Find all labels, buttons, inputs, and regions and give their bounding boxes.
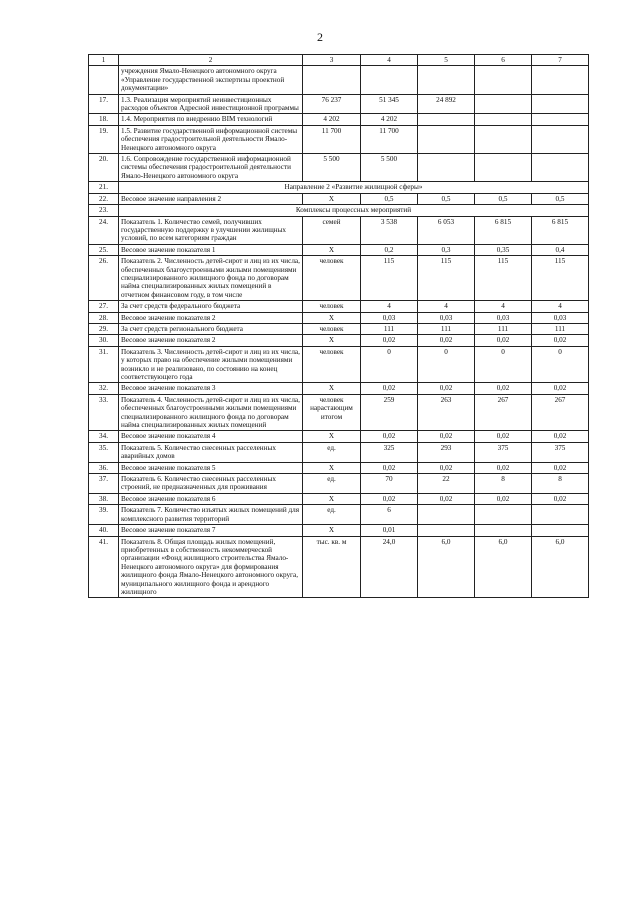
row-number: 26.: [89, 256, 119, 301]
row-number: 28.: [89, 312, 119, 323]
indicators-table: [88, 54, 589, 598]
row-label: Весовое значение показателя 3: [119, 383, 303, 394]
row-value: 0,5: [418, 193, 475, 204]
row-value: 293: [418, 442, 475, 462]
row-label: Показатель 2. Численность детей-сирот и лиц из их числа, обеспеченных благоустроенными жилыми помещениями специализированного жилищного фонда по договорам найма специализированных жилых помещений в отчетном финансовом году, в том числе: [119, 256, 303, 301]
row-value: 6 053: [418, 216, 475, 244]
row-value: X: [303, 244, 361, 255]
table-row: [89, 442, 589, 462]
row-value: человек: [303, 323, 361, 334]
row-value: 0,02: [532, 493, 589, 504]
row-value: 267: [475, 394, 532, 431]
row-value: 115: [361, 256, 418, 301]
row-value: [418, 125, 475, 153]
row-label: Весовое значение показателя 6: [119, 493, 303, 504]
row-value: 0,02: [418, 335, 475, 346]
row-number: 37.: [89, 474, 119, 494]
table-row: [89, 114, 589, 125]
row-value: человек: [303, 346, 361, 383]
row-label: 1.4. Мероприятия по внедрению BIM технологий: [119, 114, 303, 125]
row-label: 1.6. Сопровождение государственной информационной системы обеспечения градостроительной деятельности Ямало-Ненецкого автономного округа: [119, 154, 303, 182]
table-row: [89, 462, 589, 473]
row-value: 0: [418, 346, 475, 383]
row-value: 115: [532, 256, 589, 301]
row-value: ед.: [303, 505, 361, 525]
row-value: 0: [361, 346, 418, 383]
row-number: 36.: [89, 462, 119, 473]
row-value: 0,03: [361, 312, 418, 323]
row-number: 34.: [89, 431, 119, 442]
table-row: [89, 182, 589, 193]
row-number: 41.: [89, 536, 119, 598]
row-value: 6 815: [532, 216, 589, 244]
row-value: 0,02: [475, 431, 532, 442]
row-number: 38.: [89, 493, 119, 504]
table-row: [89, 205, 589, 216]
row-value: 111: [532, 323, 589, 334]
table-row: [89, 323, 589, 334]
row-number: 31.: [89, 346, 119, 383]
row-value: [303, 66, 361, 94]
row-value: семей: [303, 216, 361, 244]
section-heading: Направление 2 «Развитие жилищной сферы»: [119, 182, 589, 193]
row-number: 25.: [89, 244, 119, 255]
table-row: [89, 312, 589, 323]
row-number: 19.: [89, 125, 119, 153]
row-value: 51 345: [361, 94, 418, 114]
row-value: [418, 66, 475, 94]
header-cell: 3: [303, 55, 361, 66]
row-value: 24 892: [418, 94, 475, 114]
row-value: 6: [361, 505, 418, 525]
table-row: [89, 301, 589, 312]
row-label: Весовое значение направления 2: [119, 193, 303, 204]
table-row: [89, 394, 589, 431]
row-value: 11 700: [303, 125, 361, 153]
row-value: 111: [418, 323, 475, 334]
row-value: 0,02: [475, 493, 532, 504]
row-number: 29.: [89, 323, 119, 334]
row-label: Весовое значение показателя 7: [119, 525, 303, 536]
header-cell: 6: [475, 55, 532, 66]
row-value: 4 202: [303, 114, 361, 125]
row-value: 6,0: [418, 536, 475, 598]
header-cell: 4: [361, 55, 418, 66]
row-value: 6,0: [532, 536, 589, 598]
row-number: 24.: [89, 216, 119, 244]
row-value: 4: [475, 301, 532, 312]
table-row: [89, 493, 589, 504]
row-value: 3 538: [361, 216, 418, 244]
row-value: X: [303, 193, 361, 204]
row-value: X: [303, 525, 361, 536]
row-value: 0,02: [532, 335, 589, 346]
row-value: [475, 66, 532, 94]
row-value: X: [303, 383, 361, 394]
row-value: [475, 114, 532, 125]
row-value: [418, 114, 475, 125]
table-row: [89, 66, 589, 94]
row-value: 0,02: [418, 431, 475, 442]
row-value: человек нарастающим итогом: [303, 394, 361, 431]
row-value: 375: [532, 442, 589, 462]
row-value: 0,02: [418, 462, 475, 473]
header-cell: 5: [418, 55, 475, 66]
row-value: 0,02: [475, 462, 532, 473]
row-value: 0,03: [532, 312, 589, 323]
row-value: X: [303, 462, 361, 473]
row-value: [418, 154, 475, 182]
row-value: 5 500: [303, 154, 361, 182]
row-value: [475, 125, 532, 153]
table-row: [89, 193, 589, 204]
row-value: 4: [418, 301, 475, 312]
row-label: Весовое значение показателя 4: [119, 431, 303, 442]
row-value: [532, 66, 589, 94]
row-value: 8: [532, 474, 589, 494]
row-label: Показатель 6. Количество снесенных расселенных строений, не предназначенных для проживания: [119, 474, 303, 494]
row-value: 0,2: [361, 244, 418, 255]
row-value: 267: [532, 394, 589, 431]
row-label: 1.3. Реализация мероприятий неинвестиционных расходов объектов Адресной инвестиционной программы: [119, 94, 303, 114]
row-number: 20.: [89, 154, 119, 182]
row-value: 0,02: [532, 383, 589, 394]
row-label: За счет средств федерального бюджета: [119, 301, 303, 312]
row-value: человек: [303, 301, 361, 312]
row-value: [532, 154, 589, 182]
row-label: Показатель 7. Количество изъятых жилых помещений для комплексного развития территорий: [119, 505, 303, 525]
row-value: 0,02: [532, 431, 589, 442]
row-value: 0,02: [532, 462, 589, 473]
row-value: ед.: [303, 442, 361, 462]
row-label: учреждения Ямало-Ненецкого автономного округа «Управление государственной экспертизы проектной документации»: [119, 66, 303, 94]
row-number: 33.: [89, 394, 119, 431]
row-value: 0,02: [418, 383, 475, 394]
row-value: 0: [475, 346, 532, 383]
row-value: ед.: [303, 474, 361, 494]
row-value: 0,5: [475, 193, 532, 204]
row-number: 32.: [89, 383, 119, 394]
table-row: [89, 505, 589, 525]
row-value: 22: [418, 474, 475, 494]
row-value: X: [303, 431, 361, 442]
row-value: 0,02: [361, 335, 418, 346]
row-value: [475, 505, 532, 525]
row-value: X: [303, 493, 361, 504]
table-row: [89, 431, 589, 442]
row-value: 8: [475, 474, 532, 494]
row-value: [475, 94, 532, 114]
row-value: [532, 525, 589, 536]
row-label: За счет средств регионального бюджета: [119, 323, 303, 334]
row-number: 17.: [89, 94, 119, 114]
row-label: Показатель 3. Численность детей-сирот и лиц из их числа, у которых право на обеспечение жилыми помещениями возникло и не реализовано, по состоянию на конец соответствующего года: [119, 346, 303, 383]
row-value: 115: [418, 256, 475, 301]
row-value: 0,02: [475, 383, 532, 394]
table-row: [89, 244, 589, 255]
row-value: 11 700: [361, 125, 418, 153]
row-value: [418, 525, 475, 536]
row-label: Весовое значение показателя 2: [119, 335, 303, 346]
header-cell: 1: [89, 55, 119, 66]
row-label: Показатель 4. Численность детей-сирот и лиц из их числа, обеспеченных благоустроенными жилыми помещениями специализированного жилищного фонда по договорам найма специализированных жилых помещений: [119, 394, 303, 431]
row-value: [532, 114, 589, 125]
row-number: 18.: [89, 114, 119, 125]
table-row: [89, 383, 589, 394]
table-row: [89, 154, 589, 182]
row-value: 0,02: [475, 335, 532, 346]
row-value: 0,5: [361, 193, 418, 204]
row-value: 0,03: [418, 312, 475, 323]
row-value: 0,5: [532, 193, 589, 204]
row-value: 4 202: [361, 114, 418, 125]
row-number: 39.: [89, 505, 119, 525]
row-value: [532, 125, 589, 153]
row-value: 0,02: [418, 493, 475, 504]
row-value: 4: [532, 301, 589, 312]
row-value: 375: [475, 442, 532, 462]
row-value: 0,3: [418, 244, 475, 255]
table-row: [89, 216, 589, 244]
row-value: 6,0: [475, 536, 532, 598]
row-value: 259: [361, 394, 418, 431]
row-number: 30.: [89, 335, 119, 346]
row-value: 111: [361, 323, 418, 334]
row-number: 21.: [89, 182, 119, 193]
row-value: 0,02: [361, 462, 418, 473]
table-row: [89, 536, 589, 598]
row-number: 22.: [89, 193, 119, 204]
row-value: 76 237: [303, 94, 361, 114]
table-row: [89, 125, 589, 153]
row-value: [475, 525, 532, 536]
row-label: Весовое значение показателя 1: [119, 244, 303, 255]
row-value: 263: [418, 394, 475, 431]
row-value: 0: [532, 346, 589, 383]
table-row: [89, 94, 589, 114]
row-value: [418, 505, 475, 525]
row-value: 0,02: [361, 493, 418, 504]
row-label: Весовое значение показателя 2: [119, 312, 303, 323]
row-value: 24,0: [361, 536, 418, 598]
row-value: 0,35: [475, 244, 532, 255]
row-value: X: [303, 312, 361, 323]
row-number: 40.: [89, 525, 119, 536]
table-header-row: [89, 55, 589, 66]
table-row: [89, 256, 589, 301]
row-value: [475, 154, 532, 182]
row-value: 0,4: [532, 244, 589, 255]
row-value: [532, 94, 589, 114]
row-value: тыс. кв. м: [303, 536, 361, 598]
row-number: 35.: [89, 442, 119, 462]
row-value: человек: [303, 256, 361, 301]
row-value: 0,02: [361, 383, 418, 394]
row-label: Показатель 5. Количество снесенных расселенных аварийных домов: [119, 442, 303, 462]
table-row: [89, 474, 589, 494]
row-value: 325: [361, 442, 418, 462]
section-heading: Комплексы процессных мероприятий: [119, 205, 589, 216]
row-value: 5 500: [361, 154, 418, 182]
row-label: Показатель 8. Общая площадь жилых помещений, приобретенных в собственность некоммерческой организации «Фонд жилищного строительства Ямало-Ненецкого автономного округа» для формирования жилищного фонда Ямало-Ненецкого автономного округа, муниципального жилищного фонда и арендного жилищного: [119, 536, 303, 598]
header-cell: 2: [119, 55, 303, 66]
row-value: 111: [475, 323, 532, 334]
row-value: 0,02: [361, 431, 418, 442]
row-value: 70: [361, 474, 418, 494]
row-value: 115: [475, 256, 532, 301]
row-value: [532, 505, 589, 525]
row-number: 23.: [89, 205, 119, 216]
row-number: [89, 66, 119, 94]
header-cell: 7: [532, 55, 589, 66]
row-value: 6 815: [475, 216, 532, 244]
row-value: 0,01: [361, 525, 418, 536]
row-value: 4: [361, 301, 418, 312]
table-row: [89, 346, 589, 383]
table-row: [89, 525, 589, 536]
row-number: 27.: [89, 301, 119, 312]
table-row: [89, 335, 589, 346]
row-label: Весовое значение показателя 5: [119, 462, 303, 473]
row-value: [361, 66, 418, 94]
row-value: 0,03: [475, 312, 532, 323]
page-number: 2: [317, 30, 323, 44]
row-label: 1.5. Развитие государственной информационной системы обеспечения градостроительной деятельности Ямало-Ненецкого автономного округа: [119, 125, 303, 153]
row-value: X: [303, 335, 361, 346]
row-label: Показатель 1. Количество семей, получивших государственную поддержку в улучшении жилищных условий, по всем категориям граждан: [119, 216, 303, 244]
